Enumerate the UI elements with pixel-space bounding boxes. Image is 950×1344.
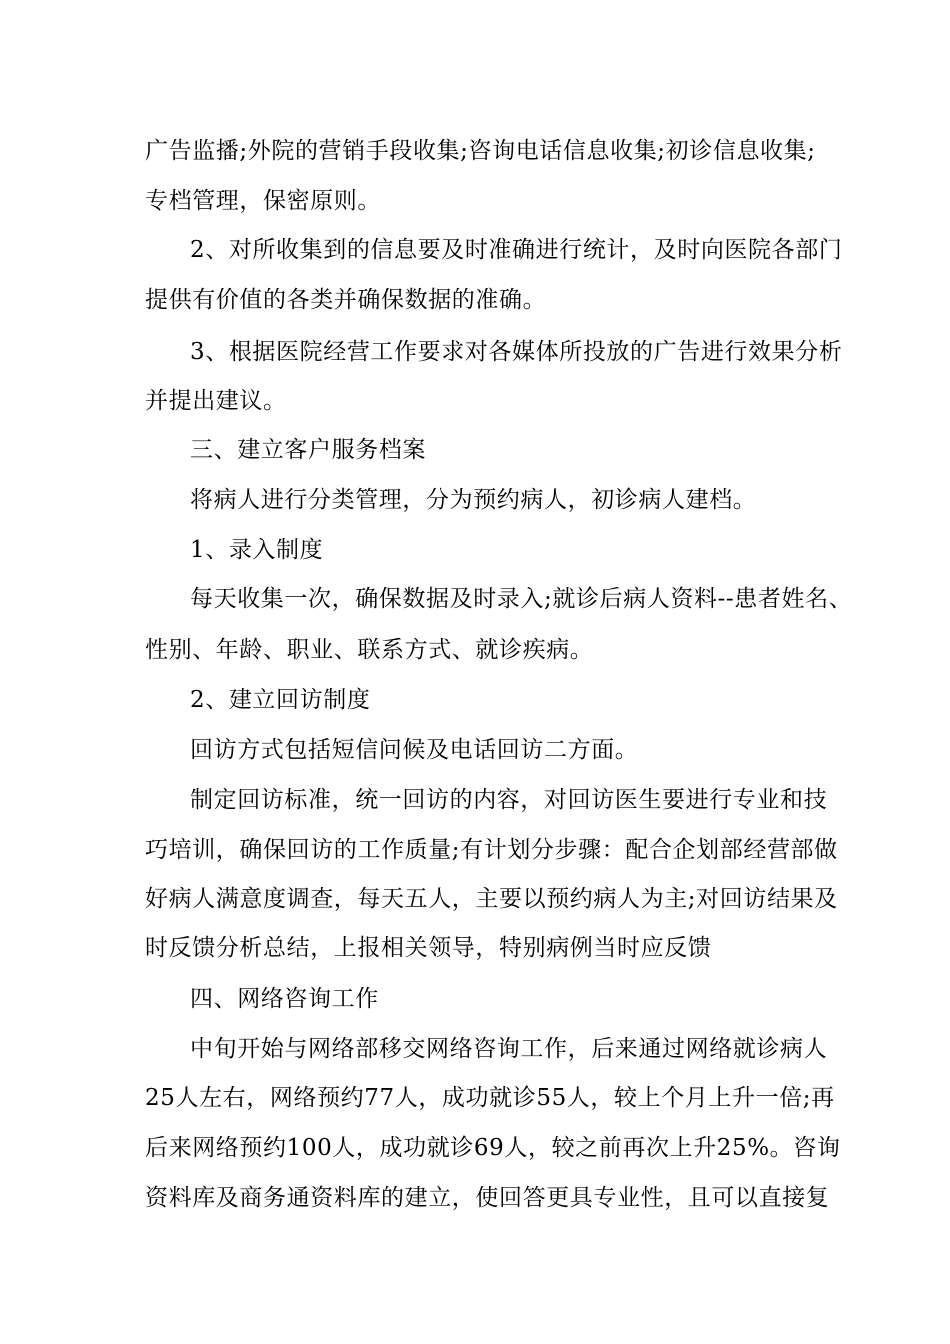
- text-line: 提供有价值的各类并确保数据的准确。: [145, 287, 547, 313]
- text-line: 回访方式包括短信问候及电话回访二方面。: [190, 737, 639, 763]
- text-line: 专档管理，保密原则。: [145, 188, 381, 214]
- section-heading: 四、网络咨询工作: [190, 986, 379, 1012]
- text-line: 并提出建议。: [145, 388, 287, 414]
- subsection-heading: 1、录入制度: [190, 537, 324, 563]
- section-heading: 三、建立客户服务档案: [190, 437, 426, 463]
- subsection-heading: 2、建立回访制度: [190, 687, 371, 713]
- text-line: 中旬开始与网络部移交网络咨询工作，后来通过网络就诊病人: [190, 1036, 828, 1062]
- text-line: 巧培训，确保回访的工作质量;有计划分步骤：配合企划部经营部做: [145, 837, 838, 863]
- text-line: 广告监播;外院的营销手段收集;咨询电话信息收集;初诊信息收集;: [145, 138, 816, 164]
- text-line: 时反馈分析总结，上报相关领导，特别病例当时应反馈: [145, 935, 712, 961]
- text-line: 资料库及商务通资料库的建立，使回答更具专业性，且可以直接复: [145, 1185, 830, 1211]
- text-line: 3、根据医院经营工作要求对各媒体所投放的广告进行效果分析: [190, 339, 843, 365]
- text-line: 性别、年龄、职业、联系方式、就诊疾病。: [145, 637, 594, 663]
- text-line: 2、对所收集到的信息要及时准确进行统计，及时向医院各部门: [190, 237, 843, 263]
- text-line: 后来网络预约100人，成功就诊69人，较之前再次上升25%。咨询: [145, 1135, 841, 1161]
- text-line: 好病人满意度调查，每天五人，主要以预约病人为主;对回访结果及: [145, 886, 838, 912]
- text-line: 制定回访标准，统一回访的内容，对回访医生要进行专业和技: [190, 787, 828, 813]
- text-line: 每天收集一次，确保数据及时录入;就诊后病人资料--患者姓名、: [190, 586, 853, 612]
- text-line: 将病人进行分类管理，分为预约病人，初诊病人建档。: [190, 487, 757, 513]
- text-line: 25人左右，网络预约77人，成功就诊55人，较上个月上升一倍;再: [145, 1085, 835, 1111]
